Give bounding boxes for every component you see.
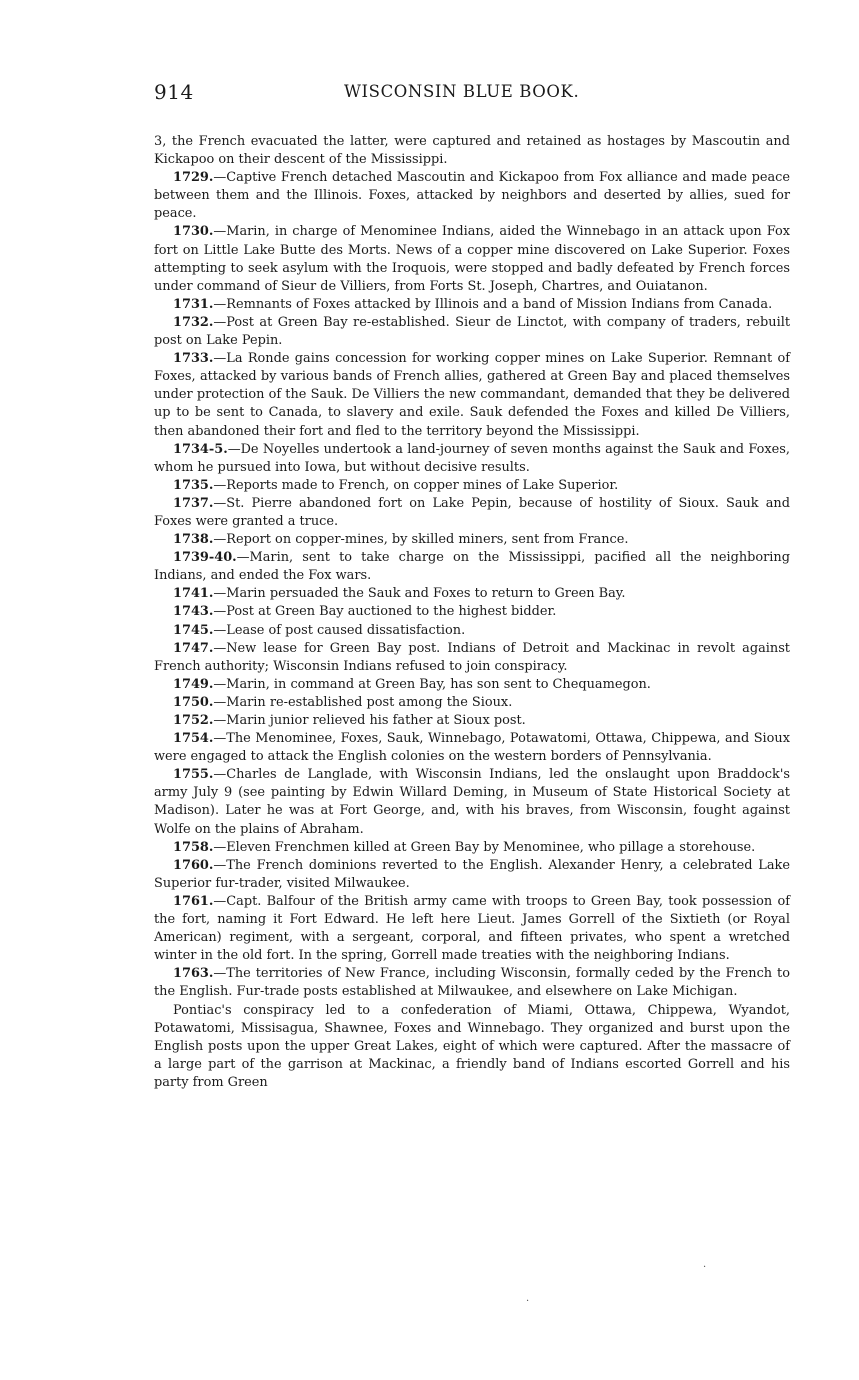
chronology-entry: [154, 893, 790, 965]
chronology-entry: [154, 477, 790, 495]
entry-text: —Marin re-established post among the Sioux.: [213, 694, 513, 710]
entry-year: 1731.: [173, 296, 214, 312]
entry-text: —Marin junior relieved his father at Sioux post.: [213, 713, 526, 728]
entry-text: —Post at Green Bay re-established. Sieur de Linctot, with company of traders, rebuilt post on Lake Pepin.: [154, 314, 790, 349]
scan-speck: ·: [703, 1262, 707, 1273]
chronology-entry: [154, 585, 790, 603]
chronology-entry: [154, 495, 790, 531]
chronology-entry: [154, 640, 790, 676]
chronology-entry: [154, 603, 790, 621]
entry-year: 1749.: [173, 676, 214, 692]
chronology-entry: [154, 549, 790, 585]
entry-text: —The French dominions reverted to the English. Alexander Henry, a celebrated Lake Superior fur-trader, visited Milwaukee.: [154, 857, 790, 891]
entry-text: —La Ronde gains concession for working copper mines on Lake Superior. Remnant of Foxes, attacked by various bands of French allies, gathered at Green Bay and placed themselves under protection of the Sauk. De Villiers the new commandant, demanded that they be delivered up to be sent to Canada, to slavery and exile. Sauk defended the Foxes and killed De Villiers, then abandoned their fort and fled to the territory beyond the Mississippi.: [154, 351, 790, 439]
chronology-entry: [154, 531, 790, 549]
chronology-entry: [154, 712, 790, 730]
entry-text: —Capt. Balfour of the British army came with troops to Green Bay, took possession of the fort, naming it Fort Edward. He left here Lieut. James Gorrell of the Sixtieth (or Royal American) regiment, with a sergeant, corporal, and fifteen privates, who spent a wretched winter in the old fort. In the spring, Gorrell made treaties with the neighboring Indians.: [154, 893, 790, 964]
entry-text: —Post at Green Bay auctioned to the highest bidder.: [213, 604, 557, 620]
entry-year: 1763.: [173, 966, 214, 982]
entry-year: 1750.: [173, 694, 214, 710]
chronology-entry: [154, 296, 790, 314]
entry-text: Pontiac's conspiracy led to a confederation of Miami, Ottawa, Chippewa, Wyandot, Potawatomi, Missisagua, Shawnee, Foxes and Winnebago. They organized and burst upon the English posts upon the upper Great Lakes, eight of which were captured. After the massacre of a large part of the garrison at Mackinac, a friendly band of Indians escorted Gorrell and his party from Green: [154, 1002, 790, 1090]
entry-year: 1745.: [173, 622, 214, 638]
entry-year: 1730.: [173, 224, 214, 240]
entry-text: —New lease for Green Bay post. Indians of Detroit and Mackinac in revolt against French authority; Wisconsin Indians refused to join conspiracy.: [154, 640, 790, 674]
entry-text: —The territories of New France, including Wisconsin, formally ceded by the French to the English. Fur-trade posts established at Milwaukee, and elsewhere on Lake Michigan.: [154, 966, 790, 1000]
entry-year: 1729.: [173, 170, 214, 186]
entry-year: 1754.: [173, 731, 214, 747]
entry-text: —Lease of post caused dissatisfaction.: [213, 622, 466, 638]
entry-text: —Reports made to French, on copper mines of Lake Superior.: [213, 477, 619, 493]
entry-year: 1743.: [173, 604, 214, 620]
entry-year: 1738.: [173, 532, 214, 548]
chronology-entry: [154, 169, 790, 223]
entry-year: 1733.: [173, 351, 214, 367]
running-head: [154, 80, 790, 108]
entry-text: 3, the French evacuated the latter, were captured and retained as hostages by Mascoutin and Kickapoo on their descent of the Mississippi.: [154, 134, 790, 168]
entry-year: 1732.: [173, 314, 214, 330]
entry-year: 1735.: [173, 477, 214, 493]
entry-year: 1741.: [173, 586, 214, 602]
entry-text: —Marin, in command at Green Bay, has son sent to Chequamegon.: [213, 676, 651, 692]
body-text: [154, 133, 790, 1092]
entry-text: —Marin persuaded the Sauk and Foxes to return to Green Bay.: [213, 586, 626, 602]
entry-text: —Report on copper-mines, by skilled miners, sent from France.: [213, 532, 629, 548]
entry-year: 1737.: [173, 495, 214, 511]
chronology-entry: [154, 676, 790, 694]
paragraph: [154, 133, 790, 169]
entry-text: —Eleven Frenchmen killed at Green Bay by Menominee, who pillage a storehouse.: [213, 839, 756, 855]
scan-speck: ·: [526, 1296, 530, 1307]
chronology-entry: [154, 965, 790, 1001]
page-number: 914: [154, 80, 194, 104]
entry-text: —St. Pierre abandoned fort on Lake Pepin, because of hostility of Sioux. Sauk and Foxes were granted a truce.: [154, 495, 790, 529]
entry-year: 1747.: [173, 640, 214, 656]
chronology-entry: [154, 441, 790, 477]
chronology-entry: [154, 857, 790, 893]
chronology-entry: [154, 694, 790, 712]
entry-text: —Captive French detached Mascoutin and Kickapoo from Fox alliance and made peace between them and the Illinois. Foxes, attacked by neighbors and deserted by allies, sued for peace.: [154, 170, 790, 222]
entry-text: —Marin, in charge of Menominee Indians, aided the Winnebago in an attack upon Fox fort on Little Lake Butte des Morts. News of a copper mine discovered on Lake Superior. Foxes attempting to seek asylum with the Iroquois, were stopped and badly defeated by French forces under command of Sieur de Villiers, from Forts St. Joseph, Chartres, and Ouiatanon.: [154, 224, 790, 294]
chronology-entry: [154, 766, 790, 838]
entry-text: —Marin, sent to take charge on the Mississippi, pacified all the neighboring Indians, and ended the Fox wars.: [154, 550, 790, 584]
chronology-entry: [154, 622, 790, 640]
entry-year: 1758.: [173, 839, 214, 855]
chronology-entry: [154, 839, 790, 857]
entry-text: —De Noyelles undertook a land-journey of seven months against the Sauk and Foxes, whom he pursued into Iowa, but without decisive results.: [154, 441, 790, 475]
entry-year: 1760.: [173, 857, 214, 873]
entry-text: —Charles de Langlade, with Wisconsin Indians, led the onslaught upon Braddock's army July 9 (see painting by Edwin Willard Deming, in Museum of State Historical Society at Madison). Later he was at Fort George, and, with his braves, from Wisconsin, fought against Wolfe on the plains of Abraham.: [154, 767, 790, 837]
chronology-entry: [154, 314, 790, 350]
paragraph: [154, 1002, 790, 1092]
entry-text: —Remnants of Foxes attacked by Illinois and a band of Mission Indians from Canada.: [213, 296, 773, 312]
chronology-entry: [154, 223, 790, 295]
chronology-entry: [154, 350, 790, 440]
book-title: WISCONSIN BLUE BOOK.: [344, 82, 580, 101]
chronology-entry: [154, 730, 790, 766]
entry-text: —The Menominee, Foxes, Sauk, Winnebago, Potawatomi, Ottawa, Chippewa, and Sioux were engaged to attack the English colonies on the western borders of Pennsylvania.: [154, 731, 790, 765]
entry-year: 1734-5.: [173, 441, 228, 457]
entry-year: 1752.: [173, 713, 214, 728]
entry-year: 1755.: [173, 767, 214, 783]
entry-year: 1761.: [173, 893, 214, 909]
entry-year: 1739-40.: [173, 550, 237, 566]
